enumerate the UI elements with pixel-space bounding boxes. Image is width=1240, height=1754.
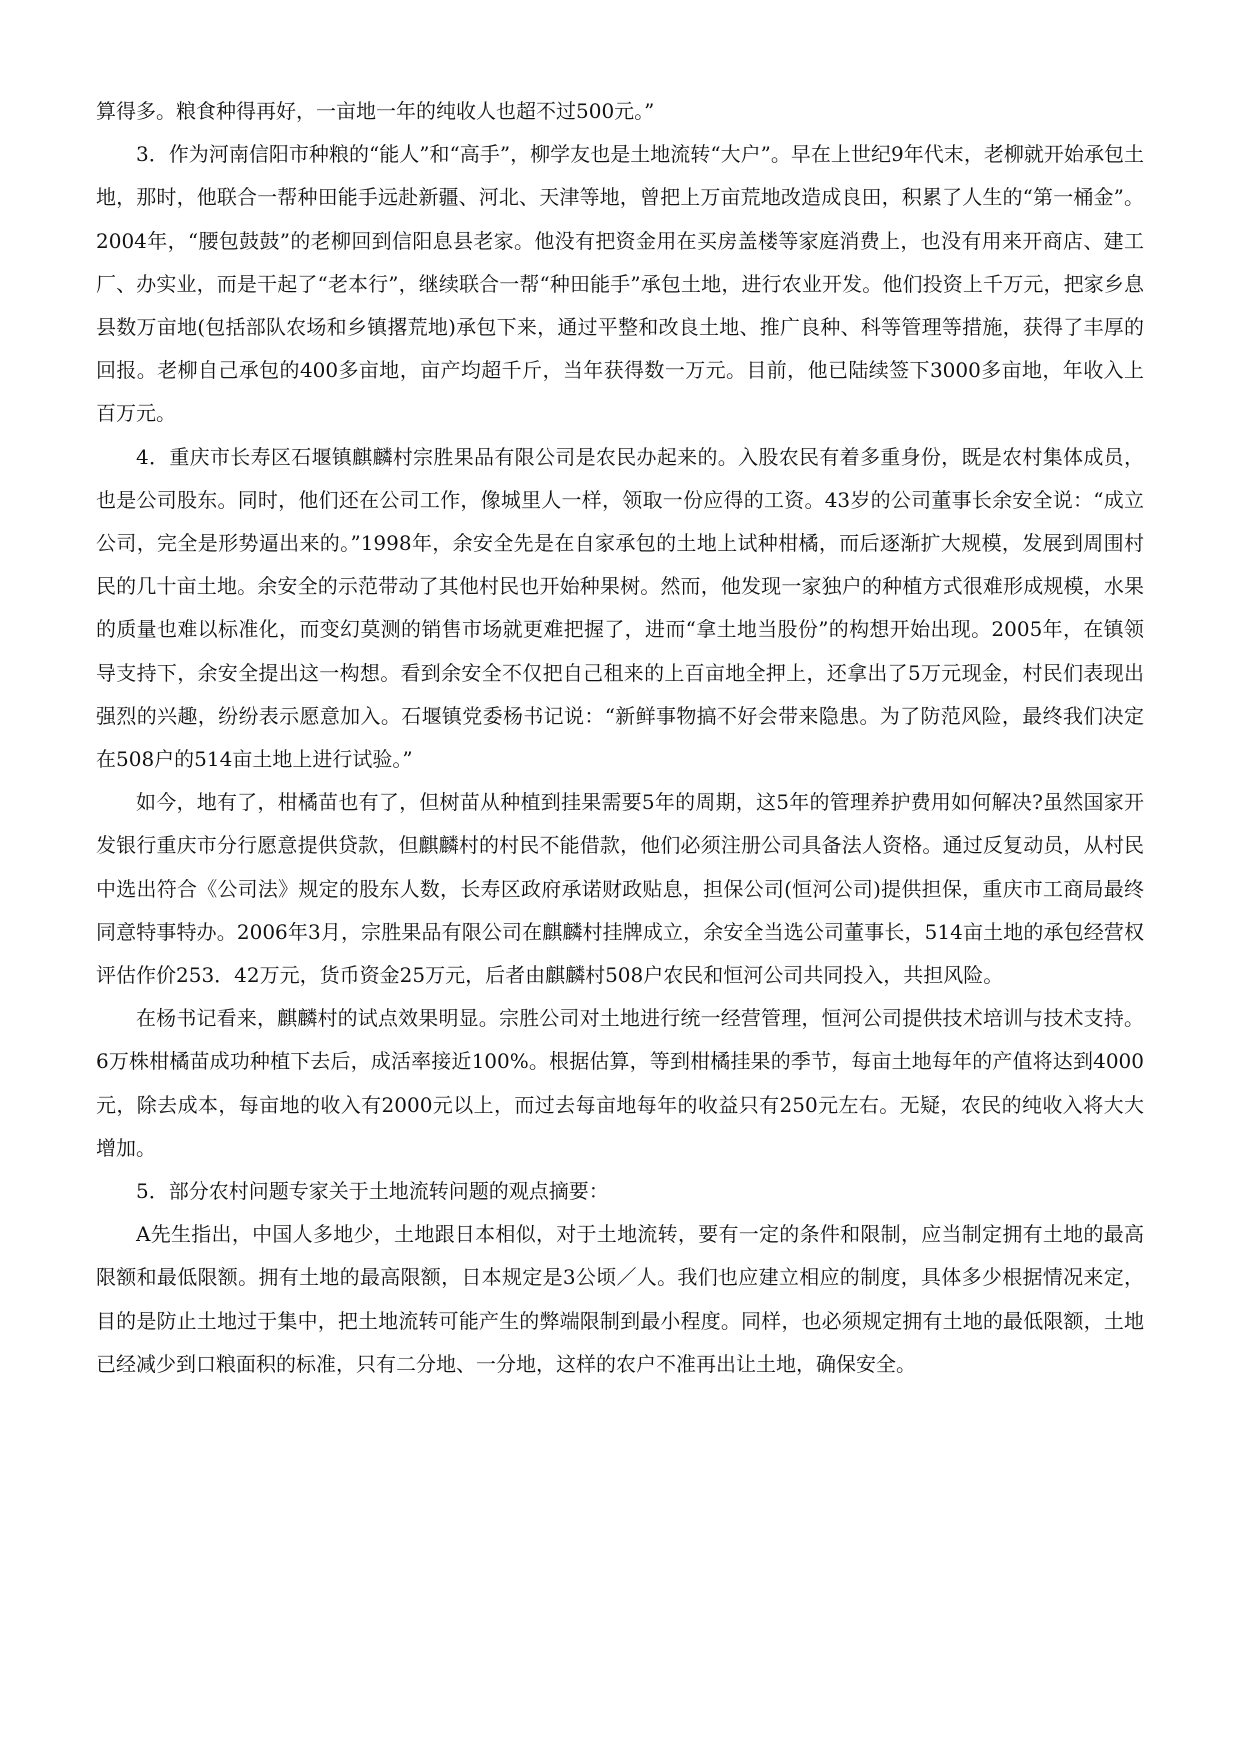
paragraph-item-4-cont-2: 在杨书记看来，麒麟村的试点效果明显。宗胜公司对土地进行统一经营管理，恒河公司提供技术培训与技术支持。6万株柑橘苗成功种植下去后，成活率接近100%。根据估算，等到柑橘挂果的季节，每亩土地每年的产值将达到4000元，除去成本，每亩地的收入有2000元以上，而过去每亩地每年的收益只有250元左右。无疑，农民的纯收入将大大增加。 <box>96 1006 1144 1160</box>
paragraph-item-5: 5．部分农村问题专家关于土地流转问题的观点摘要： <box>136 1179 609 1204</box>
paragraph-item-4-cont-1: 如今，地有了，柑橘苗也有了，但树苗从种植到挂果需要5年的周期，这5年的管理养护费用如何解决?虽然国家开发银行重庆市分行愿意提供贷款，但麒麟村的村民不能借款，他们必须注册公司具备法人资格。通过反复动员，从村民中选出符合《公司法》规定的股东人数，长寿区政府承诺财政贴息，担保公司(恒河公司)提供担保，重庆市工商局最终同意特事特办。2006年3月，宗胜果品有限公司在麒麟村挂牌成立，余安全当选公司董事长，514亩土地的承包经营权评估作价253．42万元，货币资金25万元，后者由麒麟村508户农民和恒河公司共同投入，共担风险。 <box>96 790 1144 988</box>
paragraph-item-5-a: A先生指出，中国人多地少，土地跟日本相似，对于土地流转，要有一定的条件和限制，应当制定拥有土地的最高限额和最低限额。拥有土地的最高限额，日本规定是3公顷／人。我们也应建立相应的制度，具体多少根据情况来定，目的是防止土地过于集中，把土地流转可能产生的弊端限制到最小程度。同样，也必须规定拥有土地的最低限额，土地已经减少到口粮面积的标准，只有二分地、一分地，这样的农户不准再出让土地，确保安全。 <box>96 1222 1144 1376</box>
paragraph-continuation: 算得多。粮食种得再好，一亩地一年的纯收人也超不过500元。” <box>96 99 655 123</box>
paragraph-item-4: 4．重庆市长寿区石堰镇麒麟村宗胜果品有限公司是农民办起来的。入股农民有着多重身份，既是农村集体成员，也是公司股东。同时，他们还在公司工作，像城里人一样，领取一份应得的工资。43岁的公司董事长余安全说：“成立公司，完全是形势逼出来的。”1998年，余安全先是在自家承包的土地上试种柑橘，而后逐渐扩大规模，发展到周围村民的几十亩土地。余安全的示范带动了其他村民也开始种果树。然而，他发现一家独户的种植方式很难形成规模，水果的质量也难以标准化，而变幻莫测的销售市场就更难把握了，进而“拿土地当股份”的构想开始出现。2005年，在镇领导支持下，余安全提出这一构想。看到余安全不仅把自己租来的上百亩地全押上，还拿出了5万元现金，村民们表现出强烈的兴趣，纷纷表示愿意加入。石堰镇党委杨书记说：“新鲜事物搞不好会带来隐患。为了防范风险，最终我们决定在508户的514亩土地上进行试验。” <box>96 444 1144 772</box>
paragraph-item-3: 3．作为河南信阳市种粮的“能人”和“高手”，柳学友也是土地流转“大户”。早在上世纪9年代末，老柳就开始承包土地，那时，他联合一帮种田能手远赴新疆、河北、天津等地，曾把上万亩荒地改造成良田，积累了人生的“第一桶金”。2004年，“腰包鼓鼓”的老柳回到信阳息县老家。他没有把资金用在买房盖楼等家庭消费上，也没有用来开商店、建工厂、办实业，而是干起了“老本行”，继续联合一帮“种田能手”承包土地，进行农业开发。他们投资上千万元，把家乡息县数万亩地(包括部队农场和乡镇撂荒地)承包下来，通过平整和改良土地、推广良种、科等管理等措施，获得了丰厚的回报。老柳自己承包的400多亩地，亩产均超千斤，当年获得数一万元。目前，他已陆续签下3000多亩地，年收入上百万元。 <box>96 142 1144 426</box>
